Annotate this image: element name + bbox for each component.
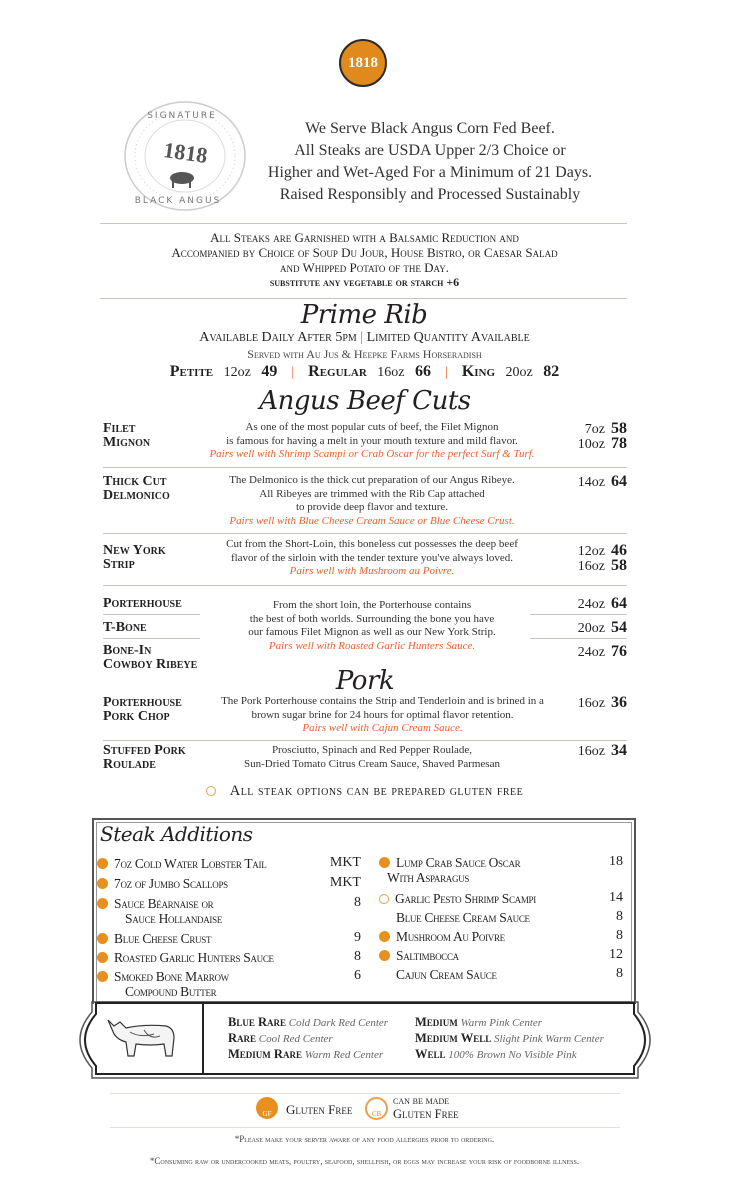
doneness-item — [228, 1030, 333, 1047]
desc-line: is famous for having a melt in your mouth texture and mild flavor. — [226, 434, 518, 447]
addition-price: 14 — [609, 890, 623, 905]
addition-price: 8 — [616, 909, 623, 924]
svg-text:BLACK ANGUS: BLACK ANGUS — [134, 196, 222, 206]
addition-label: With Asparagus — [387, 870, 470, 885]
addition-label: Blue Cheese Cream Sauce — [396, 910, 530, 925]
availability-daily: Available Daily After 5pm — [199, 330, 357, 345]
cow-illustration — [100, 1012, 180, 1064]
garnish-line: All Steaks are Garnished with a Balsamic Reduction and — [210, 230, 519, 245]
item-desc — [205, 744, 539, 771]
gluten-free-note — [100, 783, 629, 800]
desc-line: Cut from the Short-Loin, this boneless cut possesses the deep beef — [226, 538, 518, 550]
addition-price: 18 — [609, 854, 623, 869]
name-line: Cowboy Ribeye — [103, 657, 198, 672]
addition-item — [379, 967, 497, 982]
garnish-note — [80, 230, 649, 290]
item-name-pork-chop — [103, 696, 182, 724]
divider — [103, 740, 627, 741]
size-price: 49 — [261, 363, 278, 380]
doneness-name: Rare — [228, 1031, 257, 1045]
addition-label: Mushroom Au Poivre — [396, 929, 505, 944]
addition-label: Smoked Bone Marrow — [114, 969, 229, 984]
addition-label: Sauce Béarnaise or — [114, 896, 214, 911]
addition-price: 9 — [354, 930, 361, 945]
name-line: Mignon — [103, 435, 151, 450]
desc-line: The Pork Porterhouse contains the Strip and Tenderloin and is brined in a — [221, 695, 544, 707]
name-line: Delmonico — [103, 488, 170, 503]
desc-line: Sun-Dried Tomato Citrus Cream Sauce, Shaved Parmesan — [244, 757, 500, 770]
desc-line: our famous Filet Mignon as well as our New York Strip. — [248, 626, 496, 638]
item-desc — [205, 538, 539, 579]
doneness-desc: Warm Red Center — [304, 1049, 384, 1061]
size-name: Regular — [308, 363, 367, 380]
desc-line: the best of both worlds. Surrounding the bone you have — [249, 612, 495, 625]
oz: 20oz — [577, 621, 605, 636]
addition-label: Roasted Garlic Hunters Sauce — [114, 950, 274, 965]
intro-line: Raised Responsibly and Processed Sustainably — [279, 186, 581, 203]
doneness-name: Medium — [415, 1015, 458, 1029]
availability-limited: Limited Quantity Available — [366, 330, 530, 345]
desc-line: brown sugar brine for 24 hours for optimal flavor retention. — [251, 708, 514, 721]
oz: 7oz — [584, 422, 605, 437]
addition-label: Garlic Pesto Shrimp Scampi — [395, 891, 536, 906]
pork-heading: Pork — [335, 666, 395, 696]
gluten-free-icon — [97, 971, 108, 982]
item-name-stuffed-pork-roulade — [103, 744, 186, 772]
name-line: Roulade — [103, 757, 156, 772]
divider — [103, 467, 627, 468]
addition-item — [97, 931, 211, 946]
item-sizes — [578, 544, 627, 574]
size-row — [578, 559, 627, 574]
pairing: Pairs well with Blue Cheese Cream Sauce or Blue Cheese Crust. — [229, 514, 515, 527]
oz: 24oz — [577, 597, 605, 612]
addition-label: 7oz Cold Water Lobster Tail — [114, 856, 267, 871]
addition-item — [97, 896, 222, 926]
doneness-desc: Slight Pink Warm Center — [493, 1033, 604, 1045]
doneness-item — [228, 1046, 383, 1063]
addition-price: 12 — [609, 947, 623, 962]
cb-label — [393, 1095, 459, 1121]
doneness-item — [415, 1046, 577, 1063]
item-size — [578, 744, 627, 759]
item-name-cowboy-ribeye — [103, 644, 197, 672]
oz: 12oz — [577, 544, 605, 559]
name-line: Porterhouse — [103, 695, 182, 710]
divider — [100, 298, 627, 299]
pairing: Pairs well with Roasted Garlic Hunters Sauce. — [268, 639, 476, 652]
divider — [110, 1127, 620, 1128]
addition-label: 7oz of Jumbo Scallops — [114, 876, 228, 891]
doneness-desc: Cold Dark Red Center — [288, 1017, 389, 1029]
allergy-note: *Please make your server aware of any food allergies prior to ordering. — [234, 1134, 495, 1144]
item-name-t-bone: T-Bone — [103, 620, 147, 635]
separator: | — [291, 365, 295, 380]
addition-label: Sauce Hollandaise — [125, 911, 223, 926]
signature-black-angus-stamp — [122, 100, 248, 212]
intro-text — [250, 118, 610, 206]
oz: 14oz — [577, 475, 605, 490]
price: 36 — [611, 694, 627, 711]
addition-price: MKT — [329, 855, 361, 870]
item-name-new-york-strip — [103, 544, 166, 572]
substitute-note: substitute any vegetable or starch +6 — [269, 275, 460, 289]
item-size — [578, 597, 627, 612]
intro-line: Higher and Wet-Aged For a Minimum of 21 Days. — [267, 164, 593, 181]
size-oz: 16oz — [377, 365, 405, 380]
name-line: Bone-In — [103, 643, 152, 658]
size-row — [578, 437, 627, 452]
addition-label: Lump Crab Sauce Oscar — [396, 855, 521, 870]
svg-text:SIGNATURE: SIGNATURE — [147, 111, 217, 121]
addition-price: 8 — [616, 966, 623, 981]
prime-rib-heading: Prime Rib — [300, 300, 428, 330]
intro-line: We Serve Black Angus Corn Fed Beef. — [305, 120, 555, 137]
angus-beef-cuts-heading: Angus Beef Cuts — [259, 386, 471, 416]
divider — [100, 223, 627, 224]
addition-item — [379, 891, 536, 906]
intro-line: All Steaks are USDA Upper 2/3 Choice or — [294, 142, 566, 159]
desc-line: The Delmonico is the thick cut preparation of our Angus Ribeye. — [229, 474, 515, 486]
desc-line: As one of the most popular cuts of beef, the Filet Mignon — [245, 421, 499, 433]
name-line: Stuffed Pork — [103, 743, 186, 758]
price: 58 — [611, 557, 627, 574]
gluten-free-icon — [379, 931, 390, 942]
addition-price: 8 — [616, 928, 623, 943]
addition-item — [379, 929, 505, 944]
addition-label: Blue Cheese Crust — [114, 931, 212, 946]
gluten-free-icon — [97, 898, 108, 909]
gf-label: Gluten Free — [286, 1102, 353, 1117]
doneness-name: Blue Rare — [228, 1015, 286, 1029]
item-name-delmonico — [103, 475, 170, 503]
cb-label-line: can be made — [393, 1095, 450, 1107]
item-sizes — [578, 475, 627, 490]
divider — [530, 614, 627, 615]
pairing: Pairs well with Cajun Cream Sauce. — [302, 722, 463, 734]
price: 78 — [611, 435, 627, 452]
garnish-line: and Whipped Potato of the Day. — [280, 260, 449, 275]
price: 54 — [611, 619, 627, 636]
price: 46 — [611, 542, 627, 559]
svg-text:1818: 1818 — [161, 137, 210, 168]
divider — [530, 638, 627, 639]
doneness-name: Medium Rare — [228, 1047, 302, 1061]
item-desc — [210, 695, 555, 736]
pairing: Pairs well with Mushroom au Poivre. — [289, 565, 455, 577]
can-be-gluten-free-icon — [379, 894, 389, 904]
divider — [103, 614, 200, 615]
prime-rib-served: Served with Au Jus & Heepke Farms Horseradish — [247, 347, 482, 361]
doneness-item — [228, 1014, 388, 1031]
addition-price: 8 — [354, 949, 361, 964]
divider — [103, 533, 627, 534]
item-name-porterhouse: Porterhouse — [103, 596, 182, 611]
pairing: Pairs well with Shrimp Scampi or Crab Oscar for the perfect Surf & Turf. — [209, 448, 535, 460]
gluten-free-icon — [97, 933, 108, 944]
prime-rib-sizes — [100, 363, 629, 381]
item-size — [578, 696, 627, 711]
divider — [103, 585, 627, 586]
addition-item — [379, 855, 520, 885]
price: 76 — [611, 643, 627, 660]
addition-item — [97, 856, 266, 871]
price: 34 — [611, 742, 627, 759]
gluten-free-icon — [379, 857, 390, 868]
size-oz: 20oz — [505, 365, 533, 380]
cb-badge: CB — [365, 1097, 388, 1120]
oz: 10oz — [577, 437, 605, 452]
oz: 16oz — [577, 696, 605, 711]
size-name: Petite — [169, 363, 214, 380]
item-size — [578, 645, 627, 660]
addition-label: Saltimbocca — [396, 948, 459, 963]
prime-rib-availability — [100, 330, 629, 346]
addition-item — [379, 910, 530, 925]
gluten-free-icon — [97, 952, 108, 963]
steak-additions-heading: Steak Additions — [100, 822, 253, 846]
addition-label: Compound Butter — [125, 984, 217, 999]
size-name: King — [461, 363, 496, 380]
addition-price: MKT — [329, 875, 361, 890]
separator: | — [360, 330, 364, 345]
item-name-filet-mignon — [103, 422, 150, 450]
desc-line: All Ribeyes are trimmed with the Rib Cap attached — [259, 487, 485, 500]
name-line: Pork Chop — [103, 709, 170, 724]
addition-item — [97, 969, 229, 999]
gluten-free-icon — [379, 950, 390, 961]
gf-badge: GF — [256, 1097, 278, 1119]
name-line: New York — [103, 543, 166, 558]
addition-price: 8 — [354, 895, 361, 910]
gluten-free-icon — [97, 878, 108, 889]
addition-label: Cajun Cream Sauce — [396, 967, 497, 982]
addition-price: 6 — [354, 968, 361, 983]
addition-item — [97, 950, 274, 965]
item-desc — [205, 599, 539, 653]
doneness-item — [415, 1030, 604, 1047]
divider — [103, 638, 200, 639]
doneness-item — [415, 1014, 542, 1031]
name-line: Filet — [103, 421, 136, 436]
price: 64 — [611, 595, 627, 612]
size-price: 66 — [415, 363, 431, 380]
price: 64 — [611, 473, 627, 490]
doneness-desc: 100% Brown No Visible Pink — [448, 1049, 577, 1061]
item-size — [578, 621, 627, 636]
name-line: Strip — [103, 557, 135, 572]
desc-line: Prosciutto, Spinach and Red Pepper Roulade, — [271, 744, 473, 756]
desc-line: to provide deep flavor and texture. — [295, 501, 449, 513]
price: 58 — [611, 420, 627, 437]
logo: 1818 — [339, 39, 387, 87]
gf-note-text: All steak options can be prepared gluten free — [229, 783, 524, 799]
item-desc — [205, 474, 539, 528]
item-desc — [205, 421, 539, 462]
divider — [110, 1093, 620, 1094]
size-price: 82 — [543, 363, 560, 380]
doneness-desc: Warm Pink Center — [460, 1017, 543, 1029]
name-line: Thick Cut — [103, 474, 167, 489]
size-oz: 12oz — [223, 365, 251, 380]
doneness-name: Medium Well — [415, 1031, 492, 1045]
foodborne-illness-note: *Consuming raw or undercooked meats, poultry, seafood, shellfish, or eggs may increase your risk of foodborne illness. — [149, 1156, 580, 1166]
oz: 24oz — [577, 645, 605, 660]
desc-line: From the short loin, the Porterhouse contains — [272, 599, 472, 611]
can-be-gluten-free-icon — [206, 786, 216, 796]
doneness-name: Well — [415, 1047, 446, 1061]
gluten-free-icon — [97, 858, 108, 869]
separator: | — [445, 365, 448, 380]
item-sizes — [578, 422, 627, 452]
doneness-desc: Cool Red Center — [258, 1033, 333, 1045]
garnish-line: Accompanied by Choice of Soup Du Jour, House Bistro, or Caesar Salad — [171, 245, 558, 260]
cb-label-line: Gluten Free — [393, 1107, 459, 1121]
addition-item — [379, 948, 459, 963]
oz: 16oz — [577, 559, 605, 574]
addition-item — [97, 876, 228, 891]
oz: 16oz — [577, 744, 605, 759]
desc-line: flavor of the sirloin with the tender texture you've always loved. — [230, 551, 514, 564]
